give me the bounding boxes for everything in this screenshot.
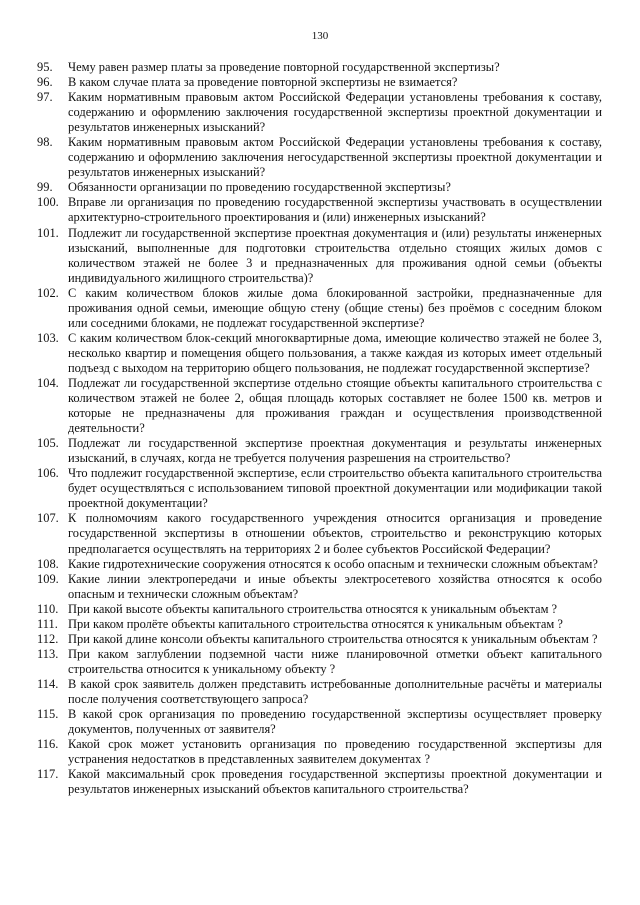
question-text: Какой срок может установить организация по проведению государственной экспертизы для устранения недостатков в представленных заявителем документах ?	[68, 737, 602, 767]
question-item	[37, 226, 602, 286]
question-item	[37, 195, 602, 225]
question-item	[37, 60, 602, 75]
question-text: Каким нормативным правовым актом Российской Федерации установлены требования к составу, содержанию и оформлению заключения государственной экспертизы проектной документации и результатов инженерных изысканий?	[68, 90, 602, 135]
question-text: Какой максимальный срок проведения государственной экспертизы проектной документации и результатов инженерных изысканий объектов капитального строительства?	[68, 767, 602, 797]
question-item	[37, 572, 602, 602]
question-number: 105.	[37, 436, 59, 451]
question-text: Какие гидротехнические сооружения относятся к особо опасным и технически сложным объектам?	[68, 556, 598, 571]
question-text: При каком пролёте объекты капитального строительства относятся к уникальным объектам ?	[68, 616, 563, 631]
question-number: 116.	[37, 737, 59, 752]
question-text: Вправе ли организация по проведению государственной экспертизы участвовать в осуществлении архитектурно-строительного проектирования и (или) инженерных изысканий?	[68, 195, 602, 225]
question-item	[37, 557, 602, 572]
question-item	[37, 707, 602, 737]
question-text: Что подлежит государственной экспертизе, если строительство объекта капитального строительства будет осуществляться с использованием типовой проектной документации или модификации такой проектной документации?	[68, 466, 602, 511]
question-number: 103.	[37, 330, 59, 345]
question-item	[37, 90, 602, 135]
question-text: К полномочиям какого государственного учреждения относится организация и проведение государственной экспертизы в отношении объектов, строительство и реконструкцию которых предполагается осуществлять на территориях 2 и более субъектов Российской Федерации?	[68, 511, 602, 556]
question-text: Подлежит ли государственной экспертизе проектная документация и (или) результаты инженерных изысканий, выполненные для подготовки строительства отдельно стоящих жилых домов с количеством этажей не более 3 и предназначенных для проживания одной семьи (объекты индивидуального жилищного строительства)?	[68, 225, 602, 285]
question-number: 95.	[37, 60, 53, 74]
question-item	[37, 135, 602, 180]
question-text: В каком случае плата за проведение повторной экспертизы не взимается?	[68, 75, 458, 90]
question-item	[37, 602, 602, 617]
question-item	[37, 286, 602, 331]
question-number: 109.	[37, 571, 59, 586]
question-text: При какой высоте объекты капитального строительства относятся к уникальным объектам ?	[68, 601, 558, 616]
question-number: 108.	[37, 556, 59, 571]
question-item	[37, 436, 602, 466]
question-text: В какой срок организация по проведению государственной экспертизы осуществляет проверку документов, полученных от заявителя?	[68, 707, 602, 737]
question-text: При каком заглублении подземной части ниже планировочной отметки объект капитального строительства относится к уникальному объекту ?	[68, 646, 602, 676]
question-number: 102.	[37, 285, 59, 300]
question-item	[37, 767, 602, 797]
question-text: Подлежат ли государственной экспертизе отдельно стоящие объекты капитального строительства с количеством этажей не более 2, общая площадь которых составляет не более 1500 кв. метров и которые не предназначены для проживания граждан и осуществления производственной деятельности?	[68, 375, 602, 436]
page-number: 130	[311, 30, 329, 42]
question-text: С каким количеством блок-секций многоквартирные дома, имеющие количество этажей не более 3, несколько квартир и помещения общего пользования, а также каждая из которых имеет отдельный подъезд с выходом на территорию общего пользования, не подлежат государственной экспертизе?	[68, 330, 602, 375]
question-item	[37, 737, 602, 767]
question-number: 115.	[37, 707, 59, 722]
question-number: 110.	[37, 601, 59, 616]
question-item	[37, 677, 602, 707]
question-item	[37, 647, 602, 677]
question-text: В какой срок заявитель должен представить истребованные дополнительные расчёты и материалы после получения соответствующего запроса?	[68, 676, 602, 706]
question-item	[37, 466, 602, 511]
question-number: 113.	[37, 646, 59, 661]
question-number: 99.	[37, 180, 53, 195]
question-number: 101.	[37, 225, 59, 240]
question-item	[37, 632, 602, 647]
question-number: 114.	[37, 676, 59, 691]
question-item	[37, 331, 602, 376]
question-item	[37, 617, 602, 632]
question-text: Каким нормативным правовым актом Российской Федерации установлены требования к составу, содержанию и оформлению заключения негосударственной экспертизы проектной документации и результатов инженерных изысканий?	[68, 135, 602, 180]
question-item	[37, 75, 602, 90]
question-text: Подлежат ли государственной экспертизе проектная документация и результаты инженерных изысканий, в случаях, когда не требуется получения разрешения на строительство?	[68, 436, 602, 466]
question-item	[37, 511, 602, 556]
question-number: 112.	[37, 631, 59, 646]
question-number: 100.	[37, 195, 59, 210]
question-number: 96.	[37, 75, 53, 90]
question-text: Чему равен размер платы за проведение повторной государственной экспертизы?	[68, 60, 500, 74]
question-item	[37, 180, 602, 195]
question-text: Какие линии электропередачи и иные объекты электросетевого хозяйства относятся к особо опасным и технически сложным объектам?	[68, 571, 602, 601]
question-text: С каким количеством блоков жилые дома блокированной застройки, предназначенные для проживания одной семьи, имеющие общую стену (общие стены) без проёмов с соседним блоком или соседними блоками, не подлежат государственной экспертизе?	[68, 285, 602, 330]
question-item	[37, 376, 602, 436]
question-number: 98.	[37, 135, 53, 150]
question-number: 97.	[37, 90, 53, 105]
question-number: 117.	[37, 767, 59, 782]
question-text: Обязанности организации по проведению государственной экспертизы?	[68, 180, 451, 195]
question-text: При какой длине консоли объекты капитального строительства относятся к уникальным объектам ?	[68, 631, 598, 646]
question-list	[37, 60, 602, 797]
question-number: 104.	[37, 375, 59, 390]
question-number: 107.	[37, 511, 59, 526]
question-number: 106.	[37, 466, 59, 481]
question-number: 111.	[37, 616, 58, 631]
